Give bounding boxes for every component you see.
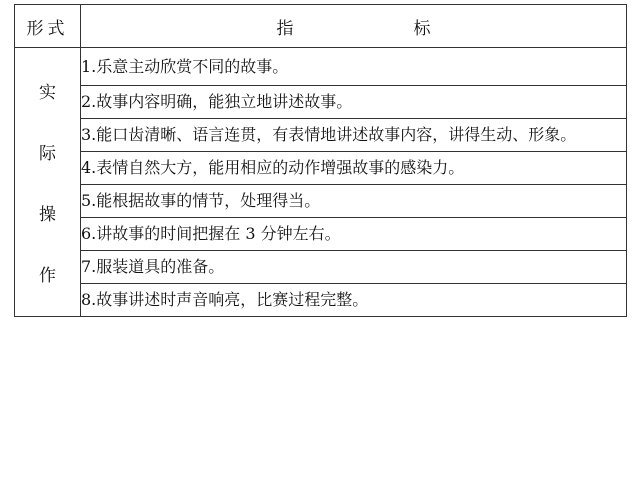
criterion-8: 8.故事讲述时声音响亮，比赛过程完整。 — [81, 284, 627, 317]
table-row — [15, 185, 627, 218]
category-char: 实 — [39, 83, 56, 103]
header-form: 形式 — [15, 5, 81, 48]
header-indicator — [81, 5, 627, 48]
table-row — [15, 284, 627, 317]
table-row — [15, 152, 627, 185]
criterion-2: 2.故事内容明确，能独立地讲述故事。 — [81, 86, 627, 119]
evaluation-table — [14, 4, 627, 317]
table-row — [15, 119, 627, 152]
table-row — [15, 251, 627, 284]
criterion-6: 6.讲故事的时间把握在 3 分钟左右。 — [81, 218, 627, 251]
criterion-4: 4.表情自然大方，能用相应的动作增强故事的感染力。 — [81, 152, 627, 185]
table-row — [15, 86, 627, 119]
category-cell — [15, 48, 81, 317]
criterion-5: 5.能根据故事的情节，处理得当。 — [81, 185, 627, 218]
table-row — [15, 48, 627, 86]
header-indicator-char-2: 标 — [413, 18, 431, 39]
category-char: 际 — [39, 144, 56, 164]
table-header-row — [15, 5, 627, 48]
criterion-1: 1.乐意主动欣赏不同的故事。 — [81, 48, 627, 86]
header-indicator-char-1: 指 — [276, 18, 294, 39]
category-char: 作 — [39, 266, 56, 286]
category-char: 操 — [39, 205, 56, 225]
table-row — [15, 218, 627, 251]
criterion-7: 7.服装道具的准备。 — [81, 251, 627, 284]
criterion-3: 3.能口齿清晰、语言连贯，有表情地讲述故事内容，讲得生动、形象。 — [81, 119, 627, 152]
